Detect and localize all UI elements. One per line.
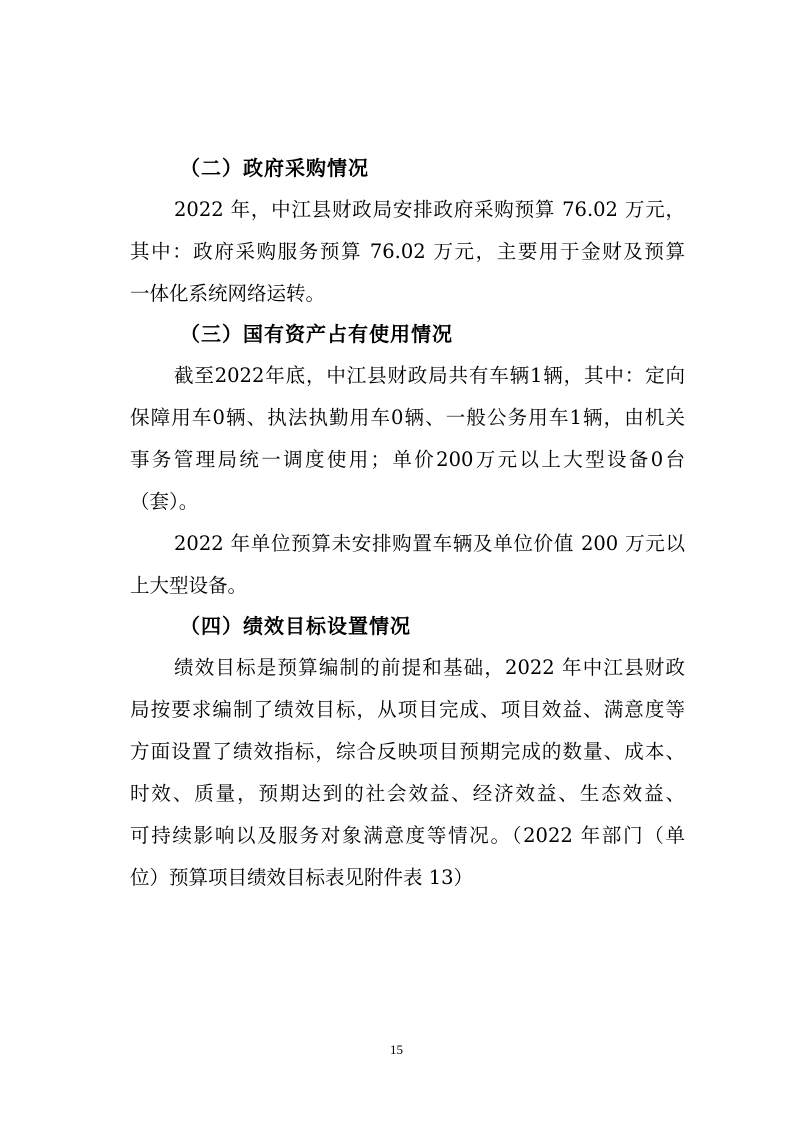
paragraph-line: 局按要求编制了绩效目标，从项目完成、项目效益、满意度等 (130, 698, 685, 721)
paragraph-line: 一体化系统网络运转。 (130, 282, 326, 305)
paragraph-line: 截至2022年底，中江县财政局共有车辆1辆，其中：定向 (174, 364, 685, 387)
page-number: 15 (390, 1042, 403, 1057)
section-heading-assets: （三）国有资产占有使用情况 (180, 322, 453, 346)
section-heading-procurement: （二）政府采购情况 (180, 156, 369, 180)
paragraph-line: 时效、质量，预期达到的社会效益、经济效益、生态效益、 (130, 782, 685, 805)
paragraph-line: 方面设置了绩效指标，综合反映项目预期完成的数量、成本、 (130, 740, 685, 763)
paragraph-line: 上大型设备。 (130, 574, 248, 597)
paragraph-line: 其中：政府采购服务预算 76.02 万元，主要用于金财及预算 (130, 240, 685, 263)
paragraph-line: 保障用车0辆、执法执勤用车0辆、一般公务用车1辆，由机关 (130, 406, 685, 429)
paragraph-line: 绩效目标是预算编制的前提和基础，2022 年中江县财政 (174, 656, 685, 679)
paragraph-line: 2022 年单位预算未安排购置车辆及单位价值 200 万元以 (174, 532, 685, 555)
section-heading-performance: （四）绩效目标设置情况 (180, 614, 411, 638)
paragraph-line: 2022 年，中江县财政局安排政府采购预算 76.02 万元， (174, 198, 685, 221)
paragraph-line: （套）。 (130, 490, 199, 513)
paragraph-line: 事务管理局统一调度使用；单价200万元以上大型设备0台 (130, 448, 685, 471)
paragraph-line: 可持续影响以及服务对象满意度等情况。（2022 年部门（单 (130, 824, 685, 847)
paragraph-line: 位）预算项目绩效目标表见附件表 13） (130, 866, 474, 889)
